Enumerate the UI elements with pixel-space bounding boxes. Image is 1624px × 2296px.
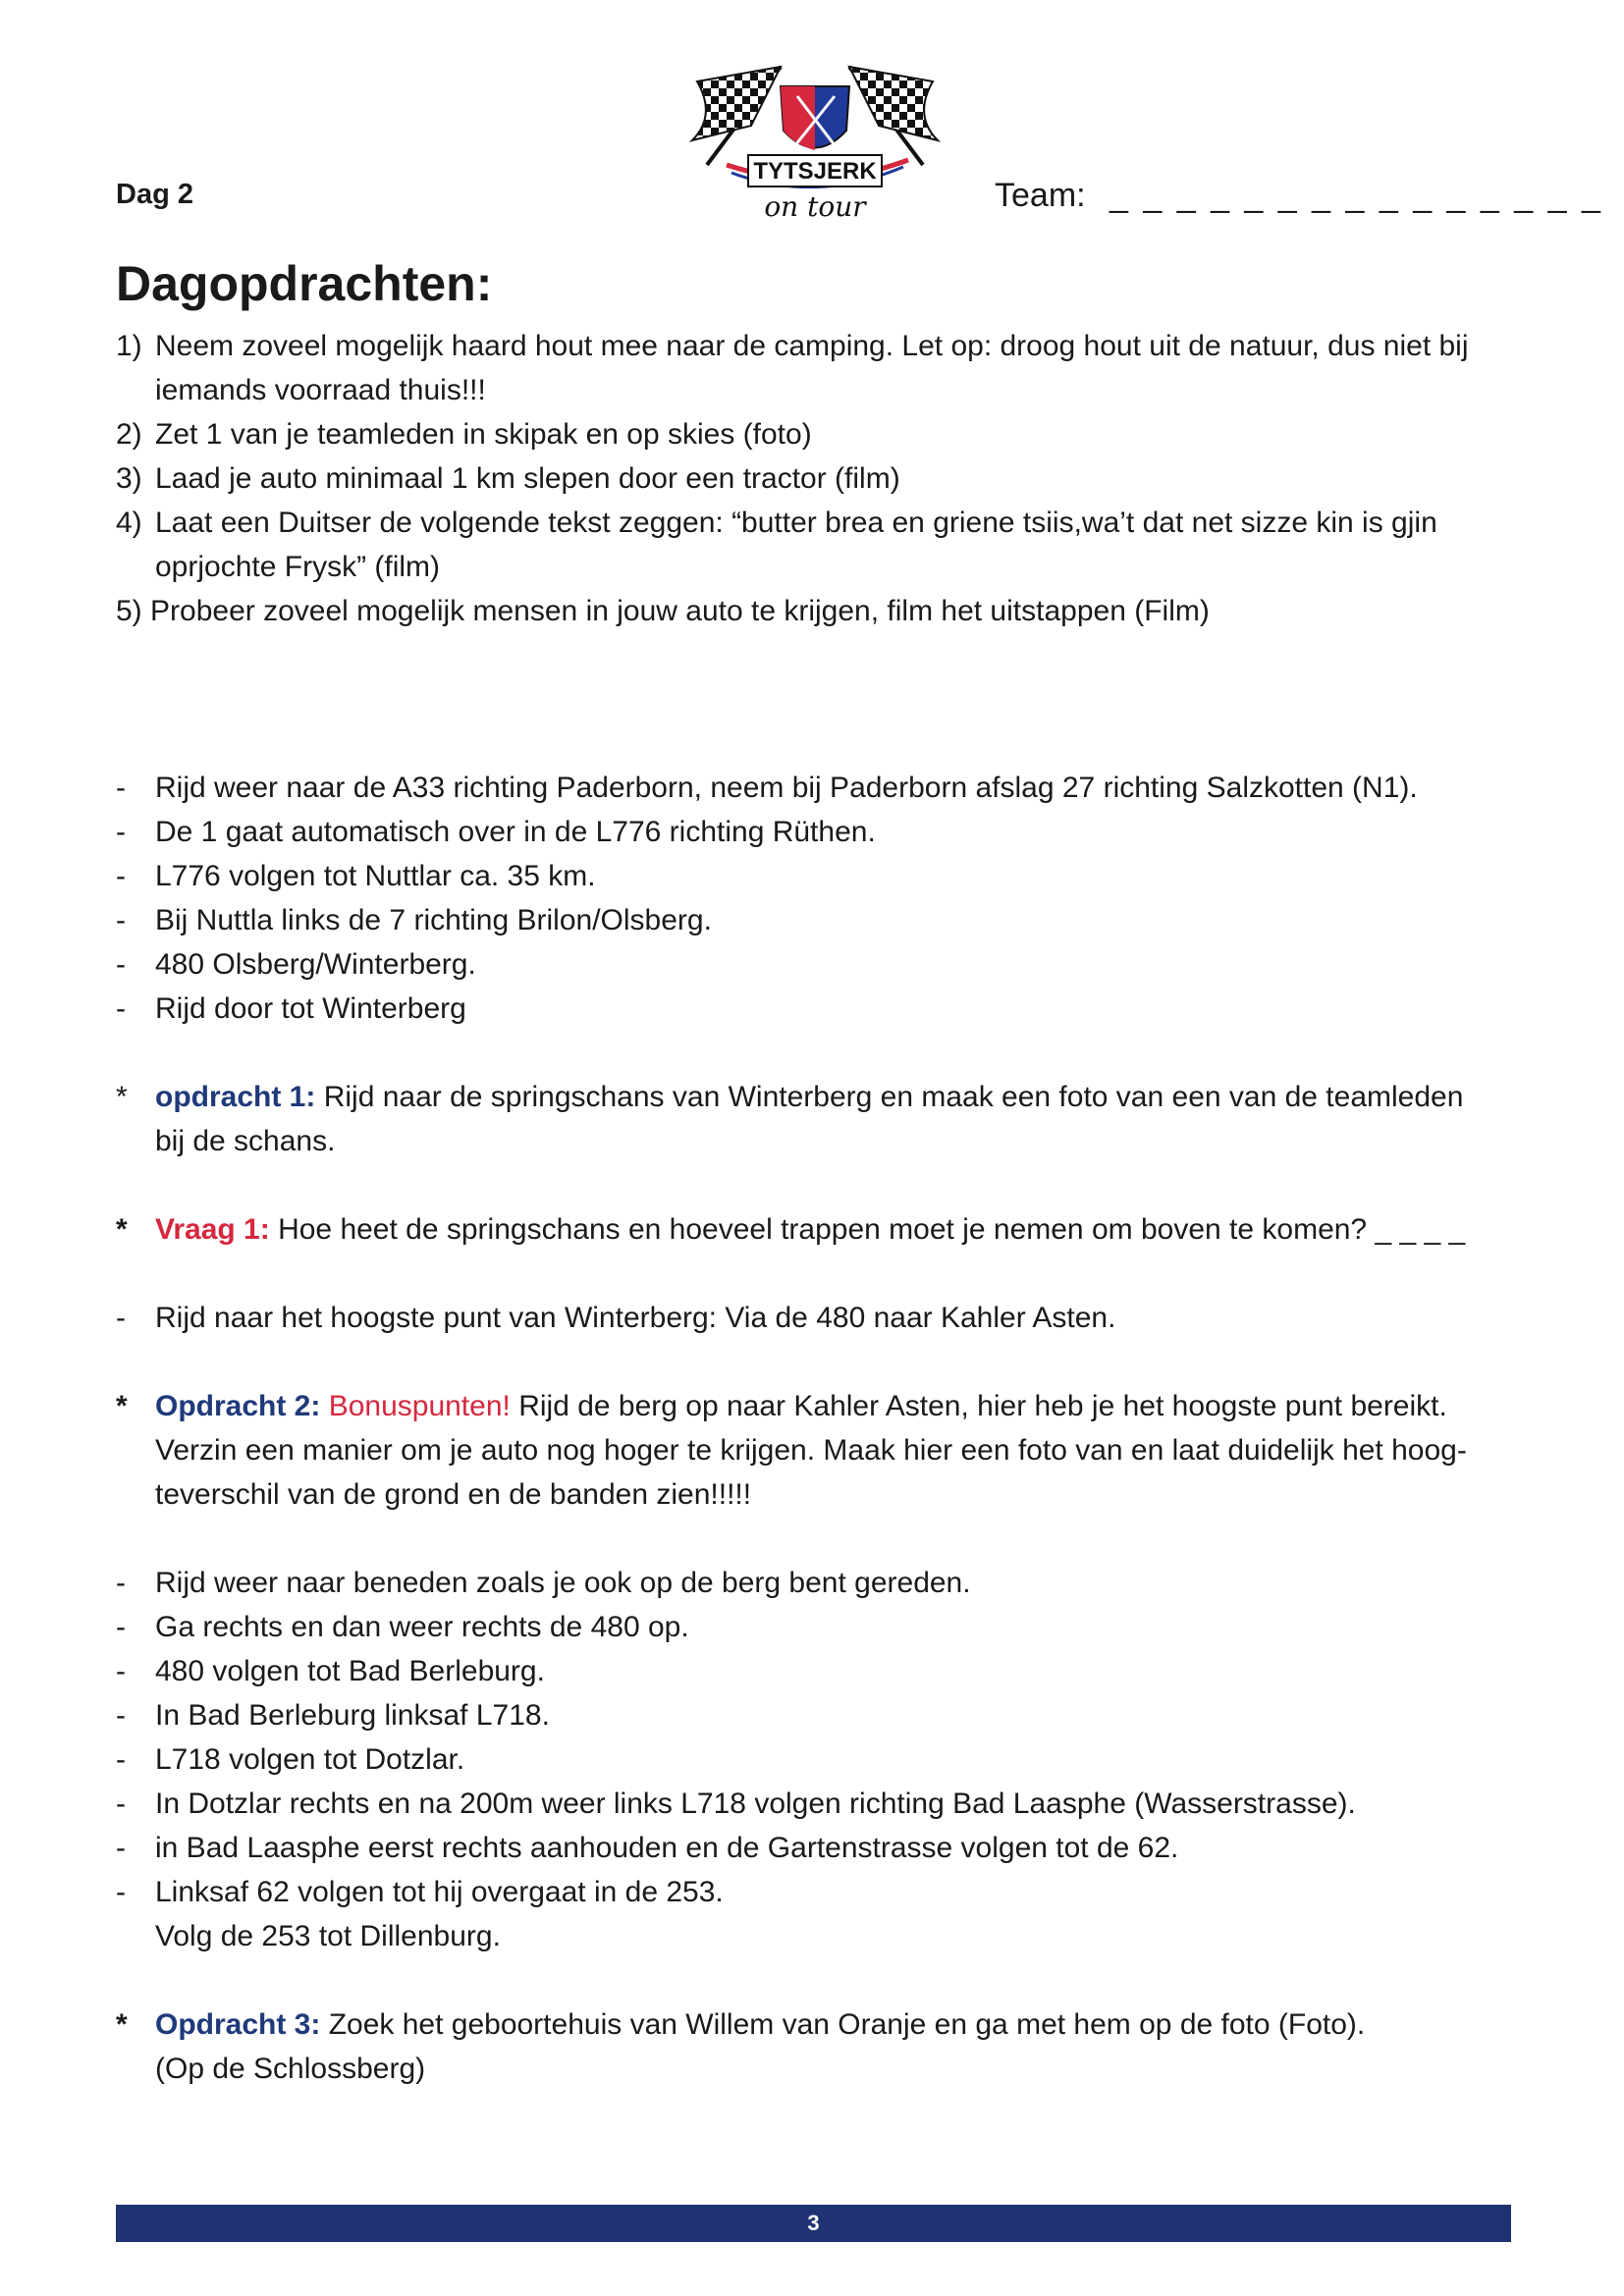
dash-marker: - [116, 1655, 126, 1687]
task-item-4 [116, 501, 1437, 545]
task-item-1-cont: iemands voorraad thuis!!! [155, 374, 486, 406]
route-text: 480 volgen tot Bad Berleburg. [155, 1655, 545, 1687]
dash-marker: - [116, 860, 126, 892]
task-text: Zet 1 van je teamleden in skipak en op skies (foto) [155, 418, 812, 451]
dash-marker: - [116, 1611, 126, 1643]
route-step [116, 987, 466, 1031]
dash-marker: - [116, 1832, 126, 1864]
assignment-3-cont: (Op de Schlossberg) [155, 2053, 426, 2085]
route-step [116, 1649, 545, 1693]
day-label: Dag 2 [116, 179, 193, 210]
assignment-2 [116, 1384, 1447, 1428]
route-text: Rijd weer naar de A33 richting Paderborn, neem bij Paderborn afslag 27 richting Salzkotten (N1). [155, 772, 1418, 804]
assignment-text: Rijd naar de springschans van Winterberg en maak een foto van een van de teamleden [315, 1081, 1464, 1113]
task-item-4-cont: oprjochte Frysk” (film) [155, 551, 441, 583]
assignment-text: Zoek het geboortehuis van Willem van Oranje en ga met hem op de foto (Foto). [320, 2008, 1366, 2041]
assignment-label: Opdracht 3: [155, 2008, 321, 2041]
dash-marker: - [116, 1699, 126, 1732]
page-number: 3 [807, 2211, 820, 2235]
route-step [116, 1826, 1178, 1870]
route-text: 480 Olsberg/Winterberg. [155, 948, 476, 981]
dash-marker: - [116, 816, 126, 848]
bonus-label: Bonuspunten! [320, 1390, 511, 1422]
route-step [116, 1693, 550, 1737]
question-1 [116, 1207, 1465, 1252]
dash-marker: - [116, 948, 126, 981]
star-marker: * [116, 1390, 128, 1422]
route-step [116, 1870, 724, 1914]
route-text: Rijd door tot Winterberg [155, 992, 466, 1025]
route-step-cont: Volg de 253 tot Dillenburg. [155, 1920, 501, 1952]
route-text: L776 volgen tot Nuttlar ca. 35 km. [155, 860, 596, 892]
task-text: Neem zoveel mogelijk haard hout mee naar de camping. Let op: droog hout uit de natuur, dus niet bij [155, 330, 1469, 362]
star-marker: * [116, 1213, 128, 1246]
route-step [116, 1737, 464, 1782]
route-text: Rijd weer naar beneden zoals je ook op de berg bent gereden. [155, 1567, 971, 1599]
question-label: Vraag 1: [155, 1213, 270, 1246]
dash-marker: - [116, 1567, 126, 1599]
route-text: in Bad Laasphe eerst rechts aanhouden en de Gartenstrasse volgen tot de 62. [155, 1832, 1179, 1864]
page-title: Dagopdrachten: [116, 256, 493, 311]
route-step [116, 1782, 1356, 1826]
dash-marker: - [116, 1876, 126, 1908]
dash-marker: - [116, 1743, 126, 1776]
route-step [116, 810, 876, 854]
route-text: Ga rechts en dan weer rechts de 480 op. [155, 1611, 689, 1643]
route-step [116, 766, 1418, 810]
route-step [116, 942, 476, 987]
assignment-label: Opdracht 2: [155, 1390, 321, 1422]
assignment-text: Rijd de berg op naar Kahler Asten, hier heb je het hoogste punt bereikt. [510, 1390, 1447, 1422]
question-text: Hoe heet de springschans en hoeveel trappen moet je nemen om boven te komen? _ _ _ _ [269, 1213, 1466, 1246]
assignment-label: opdracht 1: [155, 1081, 316, 1113]
task-marker: 3) [116, 462, 142, 495]
assignment-2-cont: Verzin een manier om je auto nog hoger te krijgen. Maak hier een foto van en laat duidelijk het hoog- [155, 1434, 1467, 1467]
route-text: De 1 gaat automatisch over in de L776 richting Rüthen. [155, 816, 876, 848]
task-marker: 4) [116, 507, 142, 539]
dash-marker: - [116, 772, 126, 804]
dash-marker: - [116, 1788, 126, 1820]
route-text: Bij Nuttla links de 7 richting Brilon/Olsberg. [155, 904, 712, 936]
assignment-1-cont: bij de schans. [155, 1125, 336, 1157]
route-text: Rijd naar het hoogste punt van Winterberg: Via de 480 naar Kahler Asten. [155, 1302, 1116, 1334]
star-marker: * [116, 2008, 128, 2041]
route-step [116, 898, 712, 942]
route-step [116, 854, 596, 898]
team-name-blank: _ _ _ _ _ _ _ _ _ _ _ _ _ _ _ [1110, 177, 1603, 214]
route-text: Linksaf 62 volgen tot hij overgaat in de 253. [155, 1876, 724, 1908]
task-marker: 2) [116, 418, 142, 451]
route-step [116, 1605, 689, 1649]
task-item-2 [116, 412, 812, 456]
task-item-5: 5) Probeer zoveel mogelijk mensen in jouw auto te krijgen, film het uitstappen (Film) [116, 595, 1210, 627]
svg-text:on tour: on tour [764, 190, 866, 223]
task-text: Laad je auto minimaal 1 km slepen door een tractor (film) [155, 462, 900, 495]
dash-marker: - [116, 904, 126, 936]
task-marker: 1) [116, 330, 142, 362]
task-item-1 [116, 324, 1469, 368]
assignment-1 [116, 1075, 1463, 1119]
task-item-3 [116, 456, 900, 501]
route-text: L718 volgen tot Dotzlar. [155, 1743, 465, 1776]
dash-marker: - [116, 1302, 126, 1334]
star-marker: * [116, 1081, 128, 1113]
route-step [116, 1296, 1115, 1340]
assignment-2-cont: teverschil van de grond en de banden zien!!!!! [155, 1478, 752, 1511]
task-text: Laat een Duitser de volgende tekst zeggen: “butter brea en griene tsiis,wa’t dat net sizze kin is gjin [155, 507, 1437, 539]
route-text: In Bad Berleburg linksaf L718. [155, 1699, 550, 1732]
svg-text:TYTSJERK: TYTSJERK [753, 158, 877, 185]
dash-marker: - [116, 992, 126, 1025]
route-step [116, 1561, 971, 1605]
route-text: In Dotzlar rechts en na 200m weer links L718 volgen richting Bad Laasphe (Wasserstrasse). [155, 1788, 1356, 1820]
tytsjerk-on-tour-logo [687, 57, 943, 229]
assignment-3 [116, 2002, 1365, 2047]
team-label: Team: [995, 177, 1086, 214]
